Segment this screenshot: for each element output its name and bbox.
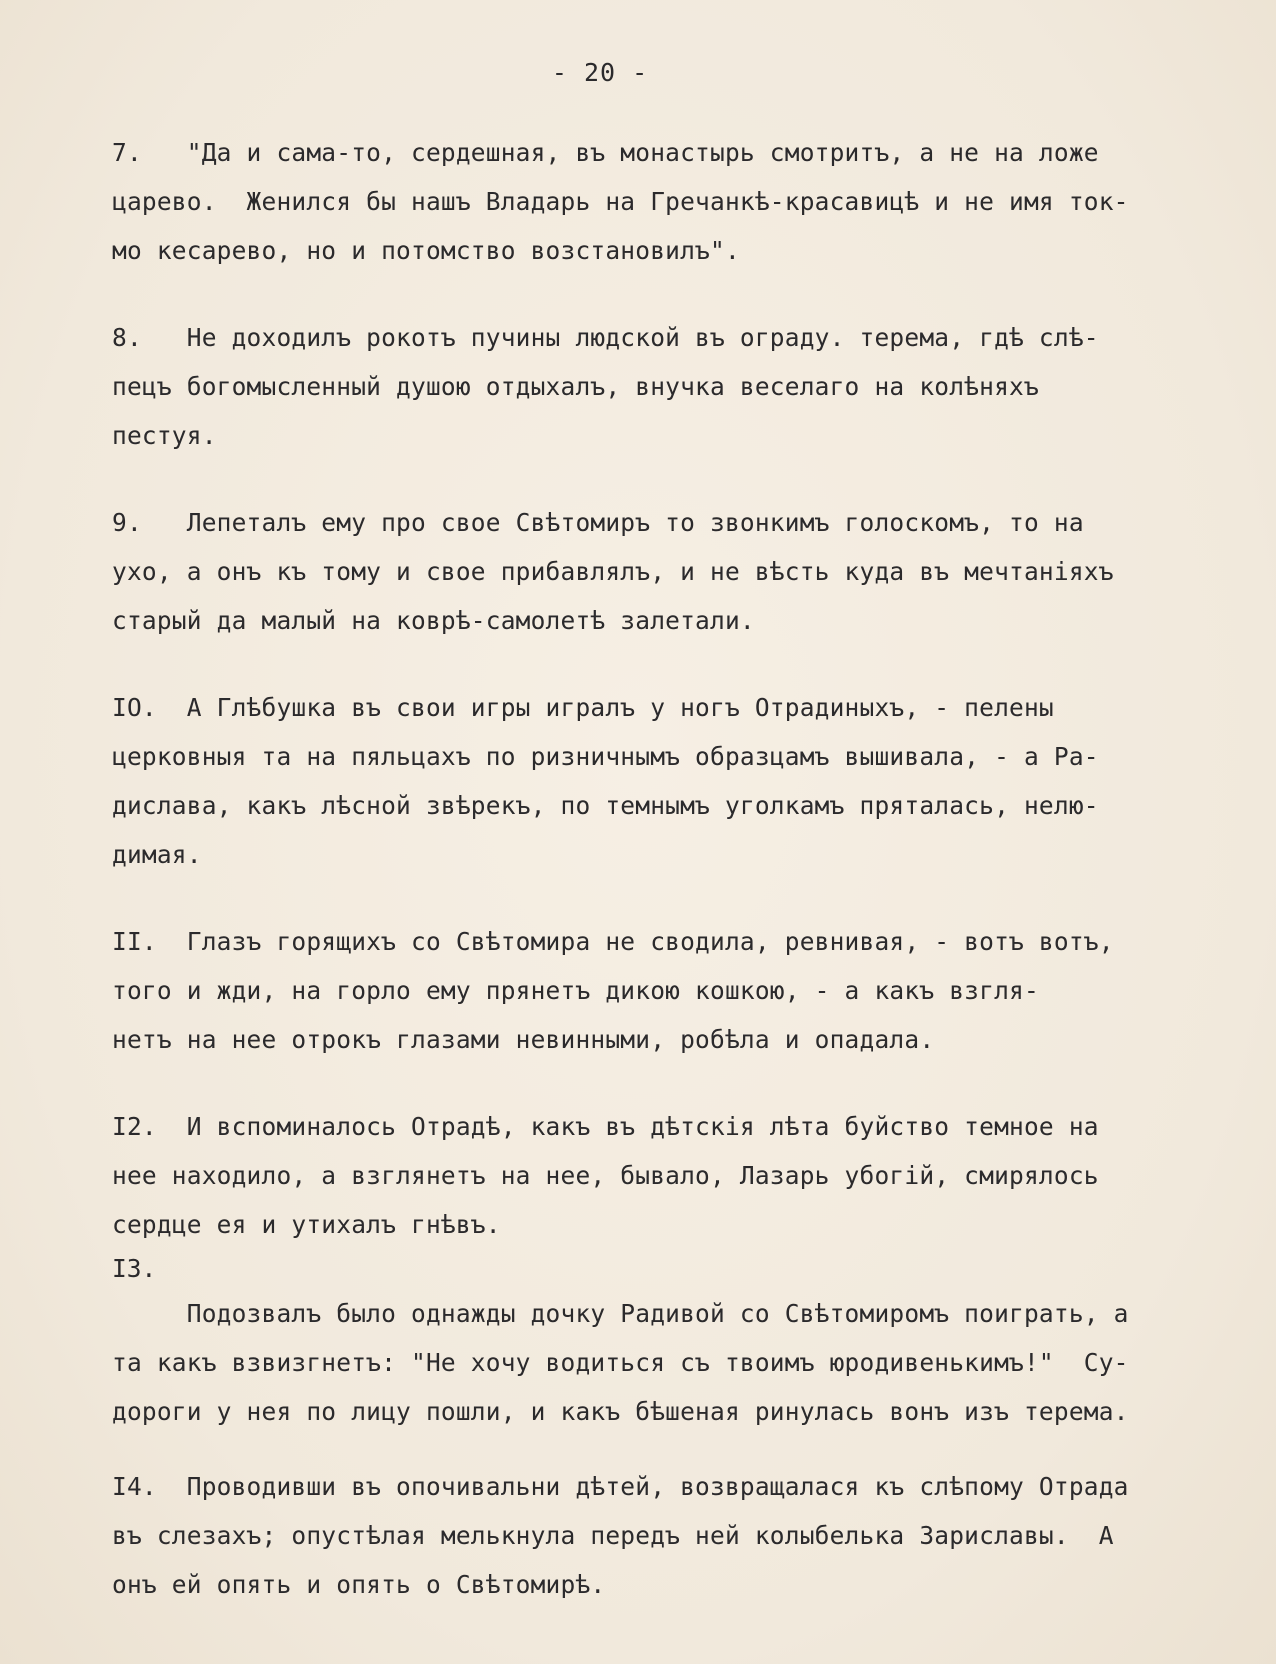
- text-line: того и жди, на горло ему прянетъ дикою кошкою, - а какъ взгля-: [112, 976, 1039, 1005]
- paragraph-number: I3.: [112, 1254, 157, 1283]
- document-body: [112, 128, 1232, 1647]
- text-line: царево. Женился бы нашъ Владарь на Гречанкѣ-красавицѣ и не имя ток-: [112, 187, 1129, 216]
- text-line: I2. И вспоминалось Отрадѣ, какъ въ дѣтскiя лѣта буйство темное на: [112, 1112, 1099, 1141]
- paragraph-7: [112, 128, 1232, 275]
- text-line: I4. Проводивши въ опочивальни дѣтей, возвращалася къ слѣпому Отрада: [112, 1472, 1129, 1501]
- paragraph-10: [112, 683, 1232, 879]
- paragraph-13: [112, 1249, 1232, 1436]
- text-line: нее находило, а взглянетъ на нее, бывало, Лазарь убогiй, смирялось: [112, 1161, 1099, 1190]
- text-line: Подозвалъ было однажды дочку Радивой со Свѣтомиромъ поиграть, а: [112, 1299, 1129, 1328]
- text-line: старый да малый на коврѣ-самолетѣ залетали.: [112, 606, 755, 635]
- text-line: пецъ богомысленный душою отдыхалъ, внучка веселаго на колѣняхъ: [112, 372, 1039, 401]
- text-line: нетъ на нее отрокъ глазами невинными, робѣла и опадала.: [112, 1025, 935, 1054]
- text-line: сердце ея и утихалъ гнѣвъ.: [112, 1210, 501, 1239]
- paragraph-9: [112, 498, 1232, 645]
- text-line: 7. "Да и сама-то, сердешная, въ монастырь смотритъ, а не на ложе: [112, 138, 1099, 167]
- text-line: церковныя та на пяльцахъ по ризничнымъ образцамъ вышивала, - а Ра-: [112, 742, 1099, 771]
- text-line: II. Глазъ горящихъ со Свѣтомира не сводила, ревнивая, - вотъ вотъ,: [112, 927, 1114, 956]
- text-line: ухо, а онъ къ тому и свое прибавлялъ, и не вѣсть куда въ мечтанiяхъ: [112, 557, 1114, 586]
- paragraph-11: [112, 917, 1232, 1064]
- text-line: пестуя.: [112, 421, 217, 450]
- text-line: та какъ взвизгнетъ: "Не хочу водиться съ твоимъ юродивенькимъ!" Су-: [112, 1348, 1129, 1377]
- text-line: IO. А Глѣбушка въ свои игры игралъ у ногъ Отрадиныхъ, - пелены: [112, 693, 1054, 722]
- paragraph-12: [112, 1102, 1232, 1249]
- paragraph-14: [112, 1462, 1232, 1609]
- text-line: 9. Лепеталъ ему про свое Свѣтомиръ то звонкимъ голоскомъ, то на: [112, 508, 1084, 537]
- page-number: - 20 -: [551, 58, 649, 87]
- paragraph-8: [112, 313, 1232, 460]
- text-line: въ слезахъ; опустѣлая мелькнула передъ ней колыбелька Зариславы. А: [112, 1521, 1114, 1550]
- text-line: 8. Не доходилъ рокотъ пучины людской въ ограду. терема, гдѣ слѣ-: [112, 323, 1099, 352]
- text-line: дороги у нея по лицу пошли, и какъ бѣшеная ринулась вонъ изъ терема.: [112, 1397, 1129, 1426]
- text-line: онъ ей опять и опять о Свѣтомирѣ.: [112, 1570, 606, 1599]
- text-line: дислава, какъ лѣсной звѣрекъ, по темнымъ уголкамъ пряталась, нелю-: [112, 791, 1099, 820]
- text-line: димая.: [112, 840, 202, 869]
- text-line: мо кесарево, но и потомство возстановилъ".: [112, 236, 740, 265]
